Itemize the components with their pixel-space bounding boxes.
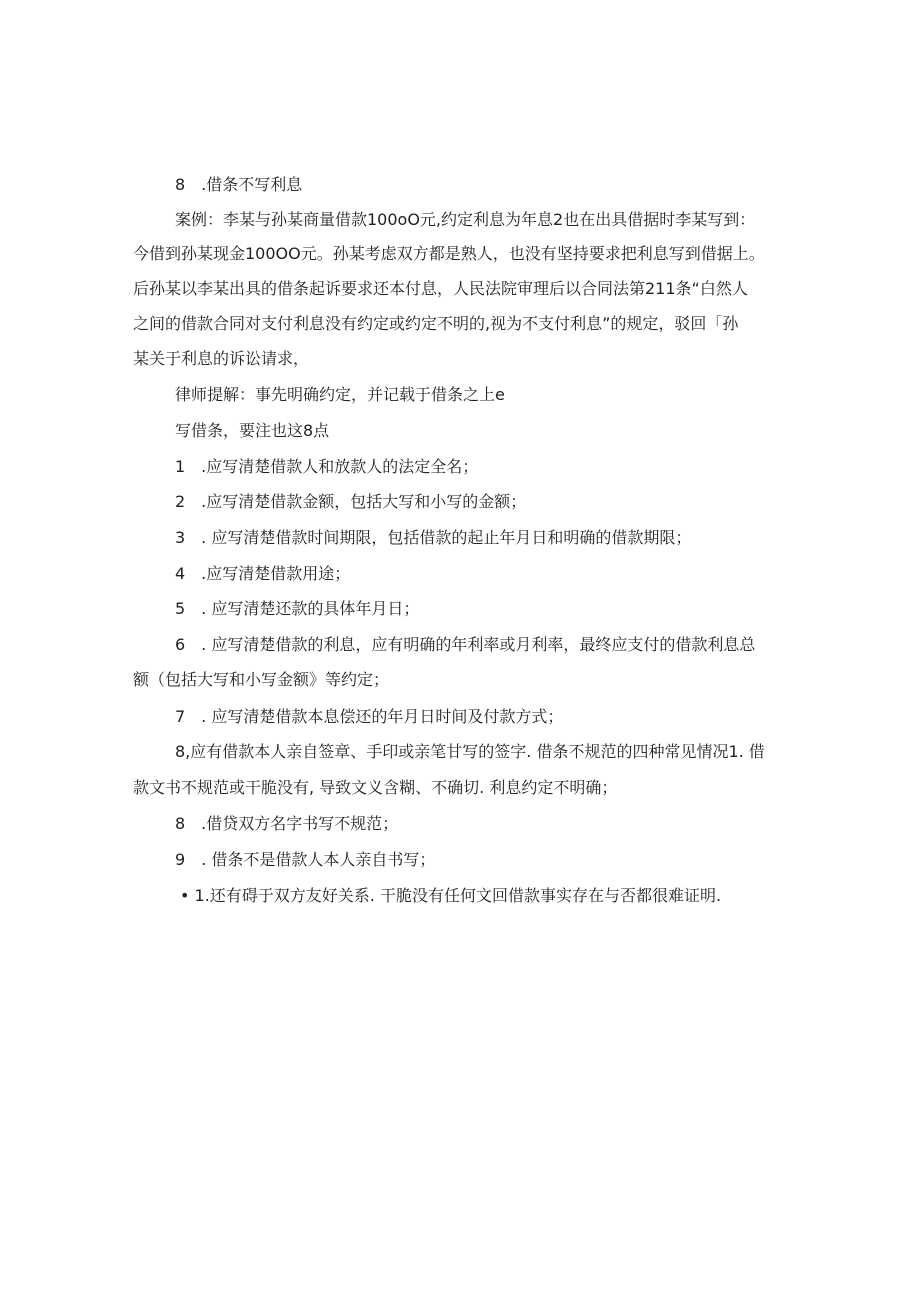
list-item: • 1.还有碍于双方友好关系. 干脆没有任何文回借款事实存在与否都很难证明. [180, 886, 722, 905]
case-paragraph-line: 今借到孙某现金100OO元。孙某考虑双方都是熟人，也没有坚持要求把利息写到借据上。 [133, 244, 765, 263]
section-heading: 8 .借条不写利息 [175, 175, 303, 194]
list-item: 1 .应写清楚借款人和放款人的法定全名； [175, 457, 479, 476]
case-paragraph-line: 后孙某以李某出具的借条起诉要求还本付息，人民法院审理后以合同法第211条“白然人 [133, 279, 748, 298]
list-item: 2 .应写清楚借款金额，包括大写和小写的金额； [175, 492, 527, 511]
list-item-continuation: 额（包括大写和小写金额》等约定； [133, 670, 390, 689]
list-item: 8 .借贷双方名字书写不规范； [175, 814, 399, 833]
list-item: 5 . 应写清楚还款的具体年月日； [175, 599, 420, 618]
list-item: 4 .应写清楚借款用途； [175, 564, 351, 583]
points-intro: 写借条，要注也这8点 [175, 421, 330, 440]
list-item: 7 . 应写清楚借款本息偿还的年月日时间及付款方式； [175, 707, 564, 726]
list-item: 9 . 借条不是借款人本人亲自书写； [175, 850, 436, 869]
case-paragraph-line: 案例：李某与孙某商量借款100oO元,约定利息为年息2也在出具借据时李某写到： [175, 210, 756, 229]
list-item: 3 . 应写清楚借款时间期限，包括借款的起止年月日和明确的借款期限； [175, 528, 692, 547]
case-paragraph-line: 某关于利息的诉讼请求， [133, 349, 310, 368]
list-item-continuation: 款文书不规范或干脆没有, 导致文义含糊、不确切. 利息约定不明确； [133, 778, 618, 797]
lawyer-tip: 律师提解：事先明确约定，并记载于借条之上e [175, 385, 505, 404]
list-item: 8,应有借款本人亲自签章、手印或亲笔甘写的签字. 借条不规范的四种常见情况1. 借 [175, 742, 765, 761]
list-item: 6 . 应写清楚借款的利息，应有明确的年利率或月利率，最终应支付的借款利息总 [175, 635, 756, 654]
case-paragraph-line: 之间的借款合同对支付利息没有约定或约定不明的,视为不支付利息”的规定，驳回「孙 [133, 314, 739, 333]
